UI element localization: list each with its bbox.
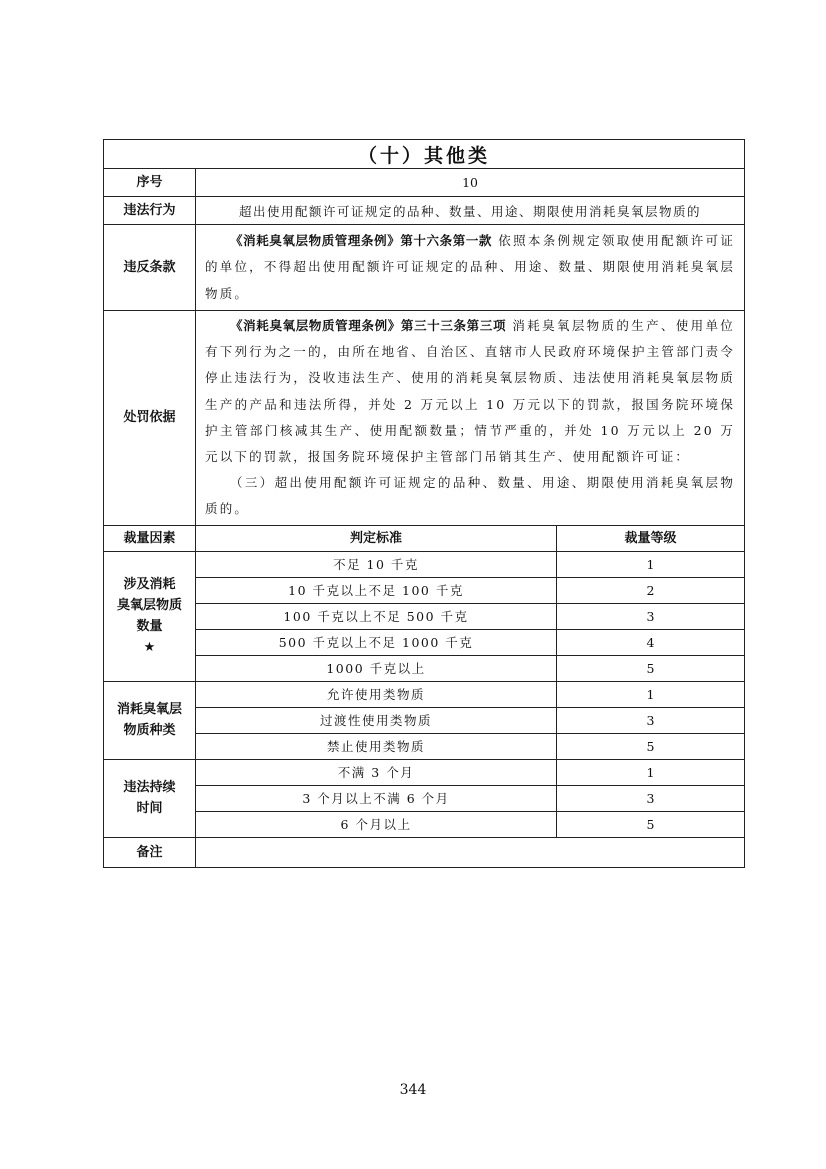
- factor-label-line: 时间: [136, 801, 163, 817]
- table-row: [104, 629, 745, 655]
- clause-text: [196, 225, 745, 311]
- criteria-cell: 不足 10 千克: [196, 551, 557, 577]
- criteria-cell: 1000 千克以上: [196, 655, 557, 681]
- criteria-cell: 过渡性使用类物质: [196, 707, 557, 733]
- factor-label-line: 数量: [136, 619, 163, 635]
- level-cell: 3: [557, 785, 745, 811]
- factor-label-line: 臭氧层物质: [116, 598, 182, 614]
- level-cell: 3: [557, 603, 745, 629]
- penalty-discretion-table: [103, 139, 745, 868]
- penalty-label: 处罚依据: [104, 311, 196, 526]
- penalty-item: （三）超出使用配额许可证规定的品种、数量、用途、期限使用消耗臭氧层物质的。: [205, 475, 736, 517]
- table-row: [104, 759, 745, 785]
- criteria-cell: 禁止使用类物质: [196, 733, 557, 759]
- factor-label-line: 消耗臭氧层: [116, 702, 182, 718]
- criteria-cell: 100 千克以上不足 500 千克: [196, 603, 557, 629]
- table-row: [104, 577, 745, 603]
- clause-label: 违反条款: [104, 225, 196, 311]
- table-title: （十）其他类: [104, 140, 745, 169]
- page-number: 344: [399, 1082, 427, 1098]
- level-cell: 4: [557, 629, 745, 655]
- criteria-cell: 不满 3 个月: [196, 759, 557, 785]
- level-cell: 2: [557, 577, 745, 603]
- criteria-cell: 500 千克以上不足 1000 千克: [196, 629, 557, 655]
- criteria-cell: 6 个月以上: [196, 811, 557, 837]
- header-level: 裁量等级: [557, 525, 745, 551]
- criteria-cell: 10 千克以上不足 100 千克: [196, 577, 557, 603]
- table-row: [104, 603, 745, 629]
- serial-value: 10: [196, 169, 745, 197]
- penalty-text: [196, 311, 745, 526]
- level-cell: 5: [557, 655, 745, 681]
- violation-label: 违法行为: [104, 197, 196, 225]
- table-row: [104, 733, 745, 759]
- level-cell: 5: [557, 733, 745, 759]
- criteria-cell: 3 个月以上不满 6 个月: [196, 785, 557, 811]
- violation-value: 超出使用配额许可证规定的品种、数量、用途、期限使用消耗臭氧层物质的: [196, 197, 745, 225]
- header-criteria: 判定标准: [196, 525, 557, 551]
- clause-reference: 《消耗臭氧层物质管理条例》第十六条第一款: [230, 233, 493, 249]
- factor-label-line: 涉及消耗: [123, 577, 176, 593]
- factor-label: [104, 681, 196, 759]
- table-row: [104, 707, 745, 733]
- level-cell: 5: [557, 811, 745, 837]
- clause-body: 依照本条例规定领取使用配额许可证的单位，不得超出使用配额许可证规定的品种、用途、数量、期限使用消耗臭氧层物质。: [205, 233, 736, 301]
- table-row: [104, 551, 745, 577]
- remarks-value: [196, 837, 745, 867]
- remarks-label: 备注: [104, 837, 196, 867]
- serial-label: 序号: [104, 169, 196, 197]
- factor-label: [104, 551, 196, 681]
- penalty-reference: 《消耗臭氧层物质管理条例》第三十三条第三项: [230, 318, 507, 333]
- level-cell: 1: [557, 759, 745, 785]
- table-row: [104, 655, 745, 681]
- level-cell: 3: [557, 707, 745, 733]
- table-row: [104, 681, 745, 707]
- header-factor: 裁量因素: [104, 525, 196, 551]
- factor-label-line: ★: [143, 640, 156, 656]
- criteria-cell: 允许使用类物质: [196, 681, 557, 707]
- factor-label-line: 物质种类: [123, 723, 176, 739]
- penalty-body: 消耗臭氧层物质的生产、使用单位有下列行为之一的，由所在地省、自治区、直辖市人民政府环境保护主管部门责令停止违法行为，没收违法生产、使用的消耗臭氧层物质、违法使用消耗臭氧层物质生产的产品和违法所得，并处 2 万元以上 10 万元以下的罚款，报国务院环境保护主管部门核减其生产、使用配额数量；情节严重的，并处 10 万元以上 20 万元以下的罚款，报国务院环境保护主管部门吊销其生产、使用配额许可证：: [205, 318, 736, 465]
- level-cell: 1: [557, 551, 745, 577]
- table-row: [104, 785, 745, 811]
- table-row: [104, 811, 745, 837]
- factor-label-line: 违法持续: [123, 780, 176, 796]
- factor-label: [104, 759, 196, 837]
- level-cell: 1: [557, 681, 745, 707]
